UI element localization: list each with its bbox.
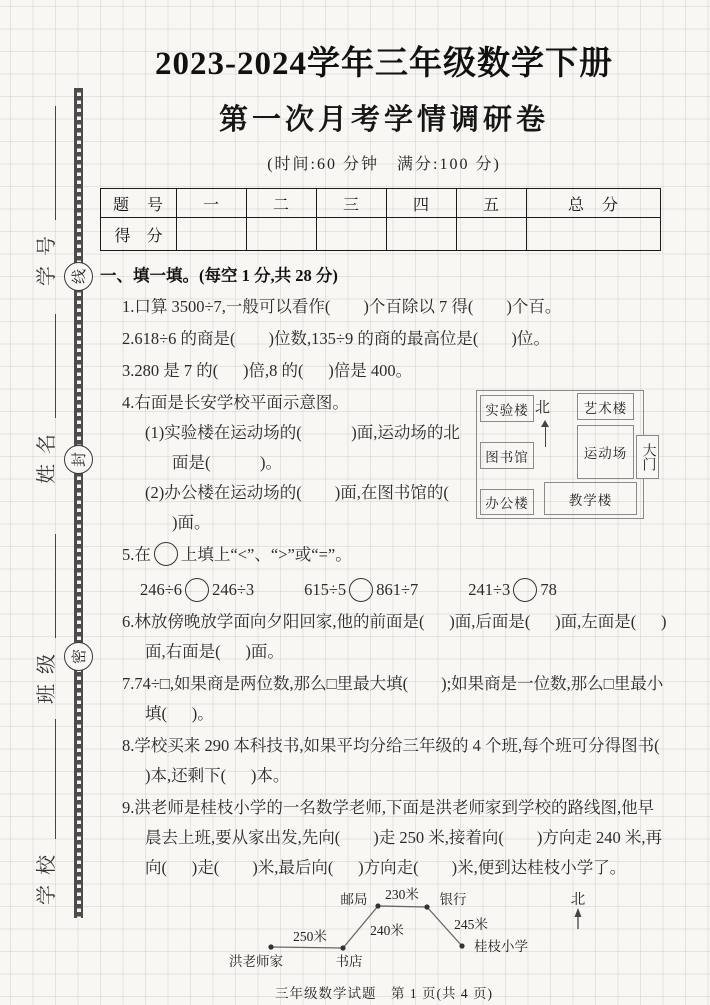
question-3: 3.280 是 7 的( )倍,8 的( )倍是 400。 xyxy=(122,361,413,380)
student-number-field xyxy=(32,106,60,286)
comparison-left: 246÷6 xyxy=(140,580,183,599)
section-1-heading: 一、填一填。(每空 1 分,共 28 分) xyxy=(100,266,338,285)
map-box-lab-building: 实验楼 xyxy=(480,395,534,422)
exam-content xyxy=(100,42,685,1002)
question-5-heading xyxy=(122,540,668,570)
route-node-dot xyxy=(459,943,464,948)
route-line xyxy=(271,947,343,948)
question-4-text xyxy=(100,386,472,538)
score-cell-empty xyxy=(247,218,317,251)
score-header-cell: 四 xyxy=(387,189,457,218)
school-map xyxy=(476,390,666,522)
seal-char-line: 线 xyxy=(64,262,93,291)
score-header-cell: 总 分 xyxy=(527,189,661,218)
map-box-library: 图书馆 xyxy=(480,442,534,469)
comparison-item xyxy=(140,575,254,605)
class-blank xyxy=(53,534,56,638)
question-4-row xyxy=(100,386,668,538)
question-4-sub-1: (1)实验楼在运动场的( )面,运动场的北面是( )。 xyxy=(145,423,460,472)
route-north-label: 北 xyxy=(570,892,586,908)
score-cell-empty xyxy=(317,218,387,251)
route-north-arrowhead-icon xyxy=(575,908,582,917)
route-node-home-label: 洪老师家 xyxy=(229,954,283,969)
school-blank xyxy=(53,719,56,839)
question-2: 2.618÷6 的商是( )位数,135÷9 的商的最高位是( )位。 xyxy=(122,329,550,348)
comparison-item xyxy=(304,575,418,605)
route-line xyxy=(378,906,427,907)
route-diagram xyxy=(210,887,610,975)
circle-blank-icon xyxy=(154,542,178,566)
class-field xyxy=(32,534,60,704)
score-table-header-row xyxy=(101,189,661,218)
page-footer: 三年级数学试题 第 1 页(共 4 页) xyxy=(275,986,493,1001)
exam-subtitle: 第一次月考学情调研卷 xyxy=(218,104,549,136)
route-node-dot xyxy=(424,904,429,909)
school-label: 学校 xyxy=(36,845,58,905)
school-field xyxy=(32,719,60,905)
circle-blank-icon xyxy=(513,578,537,602)
name-blank xyxy=(53,314,56,418)
route-node-dot xyxy=(340,945,345,950)
question-5-prefix: 5.在 xyxy=(122,545,151,564)
name-field xyxy=(32,314,60,484)
score-cell-empty xyxy=(527,218,661,251)
question-7: 7.74÷□,如果商是两位数,那么□里最大填( );如果商是一位数,那么□里最小填( )。 xyxy=(122,674,664,723)
map-box-office-building: 办公楼 xyxy=(480,489,534,515)
map-box-art-building: 艺术楼 xyxy=(577,393,634,420)
comparison-right: 246÷3 xyxy=(212,580,255,599)
question-4-sub-2: (2)办公楼在运动场的( )面,在图书馆的( )面。 xyxy=(145,483,474,532)
score-header-cell: 二 xyxy=(247,189,317,218)
question-5-suffix: 上填上“<”、“>”或“=”。 xyxy=(180,545,352,564)
question-1: 1.口算 3500÷7,一般可以看作( )个百除以 7 得( )个百。 xyxy=(122,297,562,316)
seal-char-feng: 封 xyxy=(64,445,93,474)
comparison-left: 241÷3 xyxy=(468,580,511,599)
score-header-cell: 一 xyxy=(177,189,247,218)
route-node-dot xyxy=(375,903,380,908)
route-node-bookstore-label: 书店 xyxy=(335,954,363,969)
score-cell-empty xyxy=(387,218,457,251)
score-header-cell: 五 xyxy=(457,189,527,218)
exam-meta: (时间:60 分钟 满分:100 分) xyxy=(267,156,501,173)
map-box-gate: 大门 xyxy=(636,435,659,479)
route-node-school-label: 桂枝小学 xyxy=(474,939,528,954)
score-row-label: 得 分 xyxy=(101,218,177,251)
route-distance-245: 245米 xyxy=(454,917,488,932)
name-label: 姓名 xyxy=(36,424,58,484)
route-node-postoffice-label: 邮局 xyxy=(340,892,368,907)
route-distance-250: 250米 xyxy=(293,929,327,944)
seal-dotted-line xyxy=(74,88,83,918)
comparison-item xyxy=(468,575,557,605)
class-label: 班级 xyxy=(36,644,58,704)
map-north-arrow-icon xyxy=(545,423,546,447)
route-node-bank-label: 银行 xyxy=(439,892,467,907)
score-table-score-row xyxy=(101,218,661,251)
seal-char-mi: 密 xyxy=(64,642,93,671)
question-6: 6.林放傍晚放学面向夕阳回家,他的前面是( )面,后面是( )面,左面是( )面,右面是( )面。 xyxy=(122,612,667,661)
student-number-label: 学号 xyxy=(36,226,58,286)
route-distance-230: 230米 xyxy=(385,887,419,902)
route-node-dot xyxy=(268,944,273,949)
map-box-teaching-building: 教学楼 xyxy=(544,482,637,515)
comparison-right: 861÷7 xyxy=(376,580,419,599)
circle-blank-icon xyxy=(349,578,373,602)
score-cell-empty xyxy=(457,218,527,251)
question-4-intro: 4.右面是长安学校平面示意图。 xyxy=(122,393,349,412)
student-number-blank xyxy=(53,106,56,220)
comparison-right: 78 xyxy=(540,580,557,599)
exam-title: 2023-2024学年三年级数学下册 xyxy=(155,46,613,82)
circle-blank-icon xyxy=(185,578,209,602)
score-header-cell: 题 号 xyxy=(101,189,177,218)
score-cell-empty xyxy=(177,218,247,251)
route-distance-240: 240米 xyxy=(370,923,404,938)
map-north-label: 北 xyxy=(535,400,551,416)
question-9: 9.洪老师是桂枝小学的一名数学老师,下面是洪老师家到学校的路线图,他早晨去上班,要从家出发,先向( )走 250 米,接着向( )方向走 240 米,再向( )走( )米,最后向( )方向走( )米,便到达桂枝小学了。 xyxy=(122,798,662,877)
score-table xyxy=(100,188,661,251)
score-header-cell: 三 xyxy=(317,189,387,218)
comparison-left: 615÷5 xyxy=(304,580,347,599)
map-box-sports-field: 运动场 xyxy=(577,425,634,479)
question-5-comparisons xyxy=(140,575,668,605)
question-8: 8.学校买来 290 本科技书,如果平均分给三年级的 4 个班,每个班可分得图书( )本,还剩下( )本。 xyxy=(122,736,685,785)
